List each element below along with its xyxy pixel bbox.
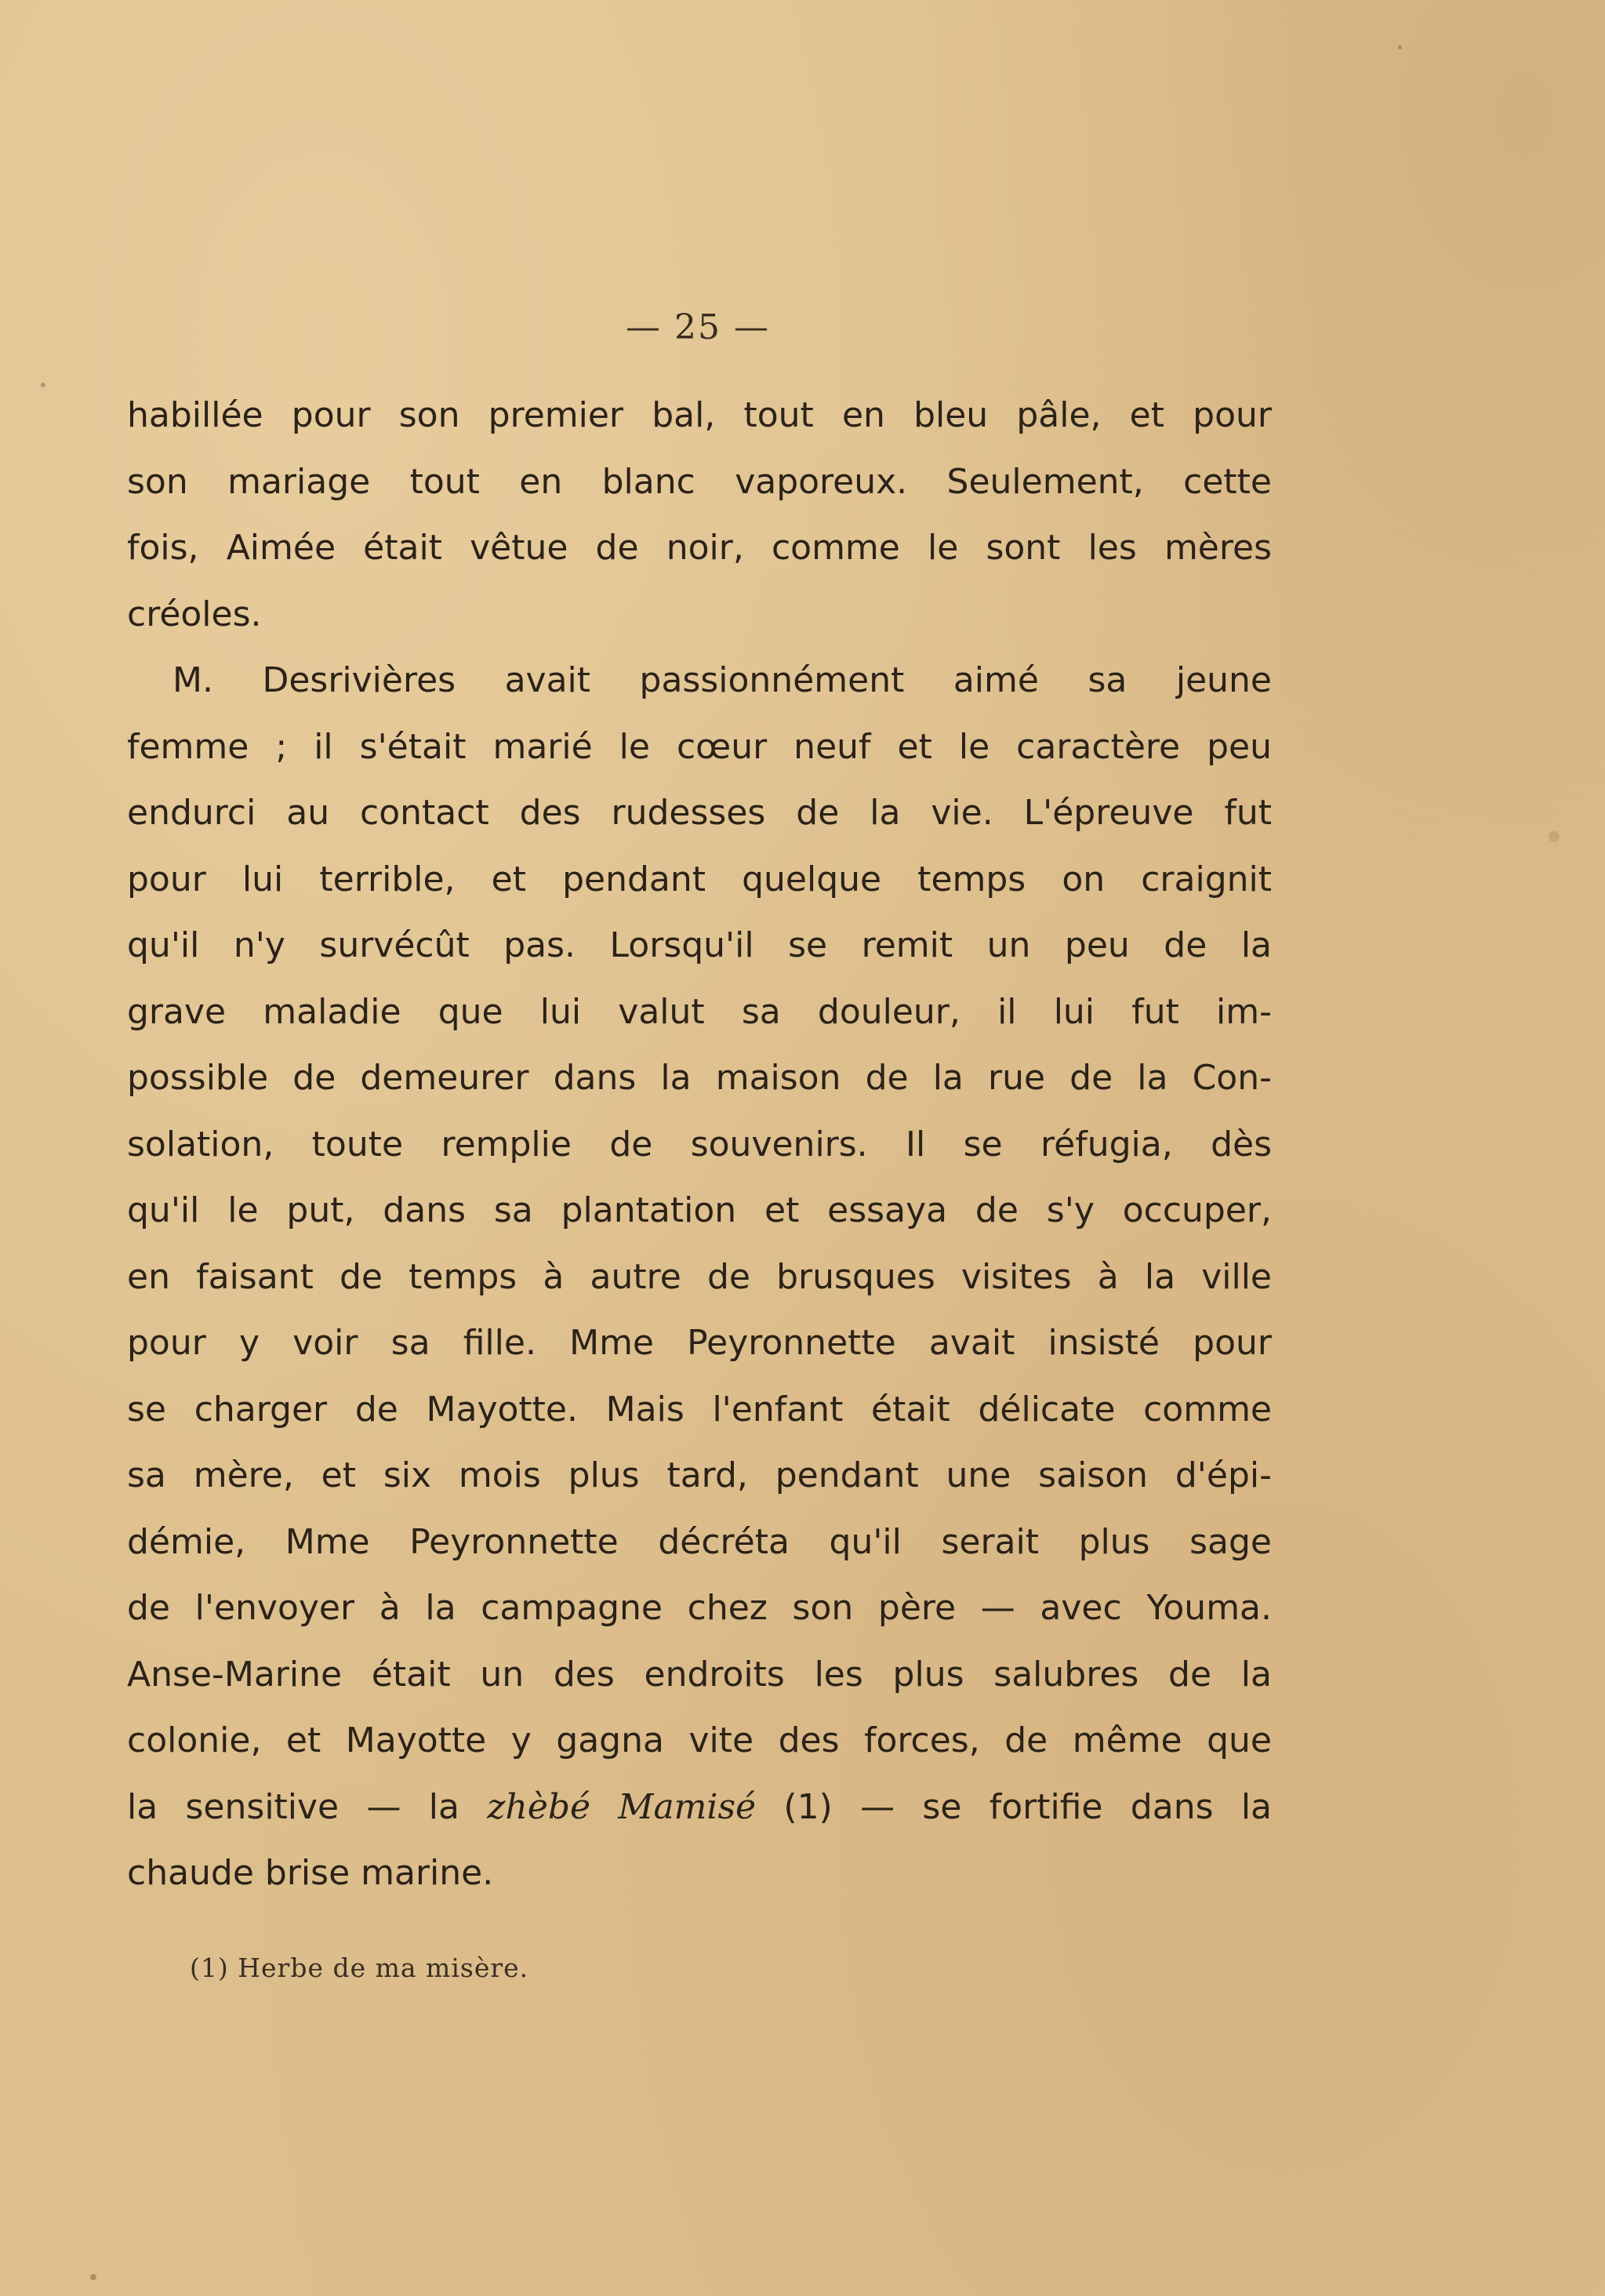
paper-speck <box>1549 831 1560 842</box>
text-line: chaude brise marine. <box>127 1853 494 1893</box>
text-line: femme ; il s'était marié le cœur neuf et le caractère peu <box>127 726 1272 767</box>
text-line: qu'il le put, dans sa plantation et essaya de s'y occuper, <box>127 1190 1272 1230</box>
text-line: colonie, et Mayotte y gagna vite des forces, de même que <box>127 1720 1272 1760</box>
line-segment: (1) — se fortifie dans la <box>756 1786 1273 1827</box>
text-line: M. Desrivières avait passionnément aimé sa jeune <box>172 660 1272 700</box>
paper-speck <box>90 2274 96 2280</box>
paper-speck <box>41 383 45 387</box>
paragraph-1 <box>127 383 1272 648</box>
footnote: (1) Herbe de ma misère. <box>190 1953 529 1983</box>
text-line: pour y voir sa fille. Mme Peyronnette avait insisté pour <box>127 1323 1272 1363</box>
text-line: possible de demeurer dans la maison de la rue de la Con- <box>127 1058 1272 1098</box>
body-text <box>127 383 1272 1907</box>
paper-speck <box>1398 45 1402 49</box>
text-line: son mariage tout en blanc vaporeux. Seulement, cette <box>127 461 1272 502</box>
text-line: en faisant de temps à autre de brusques visites à la ville <box>127 1256 1272 1297</box>
text-line: qu'il n'y survécût pas. Lorsqu'il se remit un peu de la <box>127 925 1272 965</box>
line-segment: la sensitive — la <box>127 1786 488 1827</box>
text-line: grave maladie que lui valut sa douleur, il lui fut im- <box>127 991 1272 1032</box>
paragraph-2 <box>127 648 1272 1907</box>
italic-creole-term: zhèbé Mamisé <box>487 1786 757 1827</box>
text-line: endurci au contact des rudesses de la vie. L'épreuve fut <box>127 793 1272 833</box>
text-line: fois, Aimée était vêtue de noir, comme le sont les mères <box>127 528 1272 568</box>
text-line: sa mère, et six mois plus tard, pendant une saison d'épi- <box>127 1455 1272 1495</box>
text-line: solation, toute remplie de souvenirs. Il se réfugia, dès <box>127 1124 1272 1164</box>
page-number: — 25 — <box>626 307 770 347</box>
text-line: habillée pour son premier bal, tout en bleu pâle, et pour <box>127 395 1272 435</box>
text-line: démie, Mme Peyronnette décréta qu'il serait plus sage <box>127 1521 1272 1562</box>
text-line: créoles. <box>127 594 262 634</box>
text-line: se charger de Mayotte. Mais l'enfant était délicate comme <box>127 1389 1272 1430</box>
text-line: de l'envoyer à la campagne chez son père — avec Youma. <box>127 1588 1272 1628</box>
text-line: pour lui terrible, et pendant quelque temps on craignit <box>127 859 1272 899</box>
text-line: Anse-Marine était un des endroits les plus salubres de la <box>127 1654 1272 1695</box>
text-line-with-italic <box>127 1775 1272 1841</box>
